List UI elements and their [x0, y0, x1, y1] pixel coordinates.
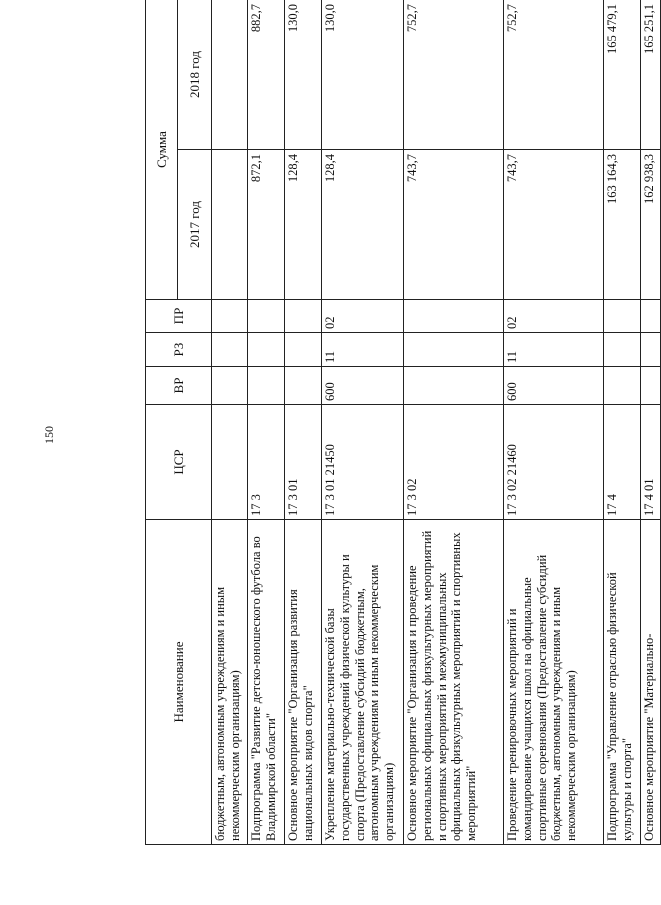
cell-vr: 600	[322, 367, 404, 405]
cell-rz	[248, 333, 285, 367]
cell-pr	[212, 300, 248, 333]
cell-csr: 17 4	[604, 405, 641, 520]
budget-table-container	[145, 0, 656, 845]
cell-vr	[404, 367, 504, 405]
header-csr: ЦСР	[146, 405, 212, 520]
cell-pr	[248, 300, 285, 333]
cell-csr	[212, 405, 248, 520]
cell-vr	[212, 367, 248, 405]
cell-pr: 02	[504, 300, 604, 333]
table-row	[212, 0, 248, 845]
cell-name: Основное мероприятие "Организация и проведение региональных официальных физкультурных мероприятий и спортивных мероприятий и межмуниципальных официальных физкультурных мероприятий и спортивных мероприятий"	[404, 520, 504, 845]
cell-rz: 11	[504, 333, 604, 367]
cell-name: Подпрограмма "Управление отраслью физической культуры и спорта"	[604, 520, 641, 845]
header-rz: РЗ	[146, 333, 212, 367]
cell-2017: 743,7	[504, 150, 604, 300]
header-name: Наименование	[146, 520, 212, 845]
table-row	[604, 0, 641, 845]
header-pr: ПР	[146, 300, 212, 333]
cell-name: Подпрограмма "Развитие детско-юношеского футбола во Владимирской области"	[248, 520, 285, 845]
cell-vr	[604, 367, 641, 405]
cell-2018: 130,0	[322, 0, 404, 150]
cell-2018: 130,0	[285, 0, 322, 150]
cell-2018: 165 479,1	[604, 0, 641, 150]
header-vr: ВР	[146, 367, 212, 405]
cell-csr: 17 3 01	[285, 405, 322, 520]
page-number: 150	[42, 426, 56, 444]
header-2017: 2017 год	[178, 150, 212, 300]
cell-name: Основное мероприятие "Материально-	[641, 520, 661, 845]
cell-name: Укрепление материально-технической базы государственных учреждений физической культуры и спорта (Предоставление субсидий бюджетным, автономным учреждениям и иным некоммерческим организациям)	[322, 520, 404, 845]
cell-name: Проведение тренировочных мероприятий и командирование учащихся школ на официальные спортивные соревнования (Предоставление субсидий бюджетным, автономным учреждениям и иным некоммерческим организациям)	[504, 520, 604, 845]
table-row	[504, 0, 604, 845]
cell-2017	[212, 150, 248, 300]
cell-pr	[285, 300, 322, 333]
cell-name: Основное мероприятие "Организация развития национальных видов спорта"	[285, 520, 322, 845]
cell-2017: 163 164,3	[604, 150, 641, 300]
cell-csr: 17 3 02 21460	[504, 405, 604, 520]
cell-rz	[404, 333, 504, 367]
table-row	[248, 0, 285, 845]
cell-2017: 743,7	[404, 150, 504, 300]
cell-rz: 11	[322, 333, 404, 367]
cell-csr: 17 3 01 21450	[322, 405, 404, 520]
cell-pr	[604, 300, 641, 333]
cell-pr	[404, 300, 504, 333]
cell-2018: 752,7	[504, 0, 604, 150]
cell-csr: 17 4 01	[641, 405, 661, 520]
cell-2018	[212, 0, 248, 150]
cell-vr	[641, 367, 661, 405]
cell-name: бюджетным, автономным учреждениям и иным некоммерческим организациям)	[212, 520, 248, 845]
cell-pr: 02	[322, 300, 404, 333]
cell-rz	[212, 333, 248, 367]
cell-rz	[604, 333, 641, 367]
cell-2017: 872,1	[248, 150, 285, 300]
cell-vr	[248, 367, 285, 405]
cell-2018: 165 251,1	[641, 0, 661, 150]
cell-vr: 600	[504, 367, 604, 405]
budget-table	[145, 0, 661, 845]
cell-2018: 882,7	[248, 0, 285, 150]
header-2018: 2018 год	[178, 0, 212, 150]
cell-rz	[641, 333, 661, 367]
table-row	[322, 0, 404, 845]
cell-2018: 752,7	[404, 0, 504, 150]
cell-vr	[285, 367, 322, 405]
cell-pr	[641, 300, 661, 333]
table-row	[285, 0, 322, 845]
cell-2017: 162 938,3	[641, 150, 661, 300]
cell-csr: 17 3	[248, 405, 285, 520]
cell-2017: 128,4	[322, 150, 404, 300]
cell-rz	[285, 333, 322, 367]
table-row	[641, 0, 661, 845]
cell-2017: 128,4	[285, 150, 322, 300]
table-row	[404, 0, 504, 845]
header-sum: Сумма	[146, 0, 178, 300]
cell-csr: 17 3 02	[404, 405, 504, 520]
